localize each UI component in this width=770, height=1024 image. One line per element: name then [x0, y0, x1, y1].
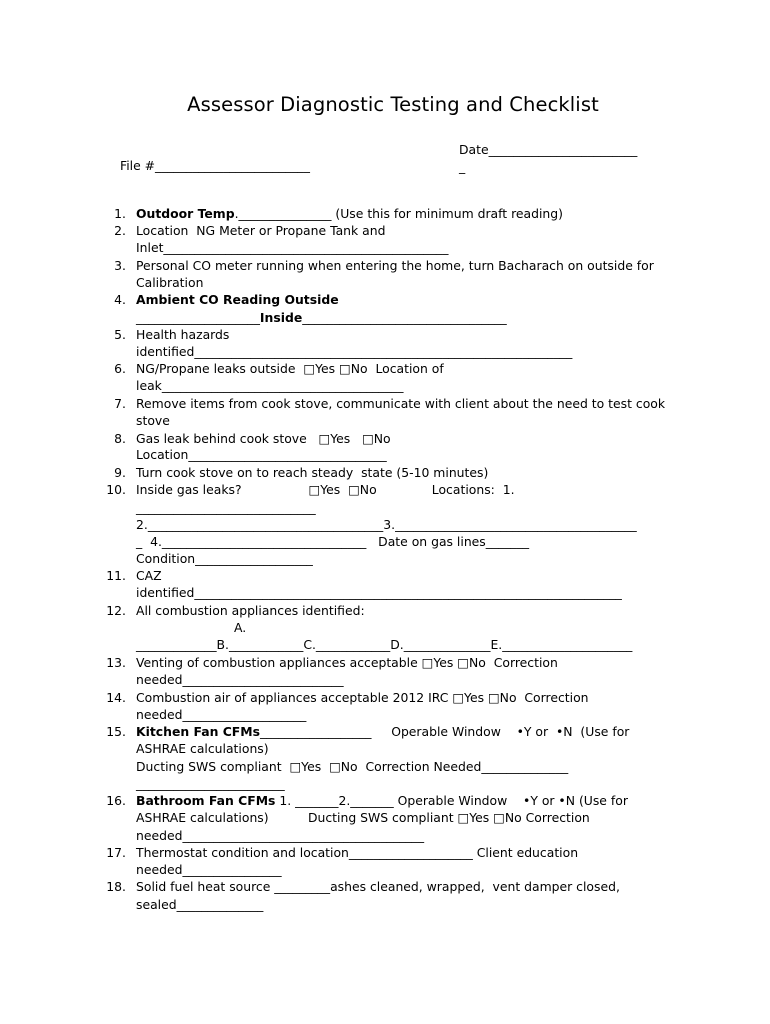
item-8-line1: Gas leak behind cook stove □Yes □No	[136, 431, 391, 446]
item-16-rest: 1. _______2._______ Operable Window •Y or •N (Use for	[275, 793, 628, 808]
item-14-line1: Combustion air of appliances acceptable 2012 IRC □Yes □No Correction	[136, 690, 589, 705]
item-number: 12.	[106, 603, 126, 618]
item-12-line1: All combustion appliances identified:	[136, 603, 365, 618]
item-15-label: Kitchen Fan CFMs	[136, 724, 260, 739]
item-15-line3: Ducting SWS compliant □Yes □No Correction Needed______________	[136, 759, 569, 774]
item-number: 9.	[114, 465, 126, 480]
item-number: 4.	[114, 292, 126, 307]
item-number: 5.	[114, 327, 126, 342]
item-10-line1: Inside gas leaks? □Yes □No Locations: 1.	[136, 482, 515, 497]
item-number: 10.	[106, 482, 126, 497]
item-15-line4: ________________________	[136, 776, 285, 791]
item-10-line3: 2.______________________________________3._______________________________________	[136, 517, 637, 532]
item-number: 2.	[114, 223, 126, 238]
item-15-rest: __________________ Operable Window •Y or •N (Use for	[259, 724, 630, 739]
item-15-line2: ASHRAE calculations)	[136, 741, 269, 756]
item-1-label: Outdoor Temp	[136, 206, 235, 221]
item-1-rest: ._______________ (Use this for minimum draft reading)	[234, 206, 563, 221]
item-15-line1	[136, 723, 629, 740]
item-4-label: Ambient CO Reading Outside	[136, 292, 339, 307]
item-number: 14.	[106, 690, 126, 705]
item-8-line2: Location________________________________	[136, 447, 387, 462]
item-12-line3: _____________B.____________C.____________D.______________E._____________________	[136, 637, 633, 652]
item-18-line1: Solid fuel heat source _________ashes cleaned, wrapped, vent damper closed,	[136, 879, 620, 894]
item-17-line2: needed________________	[136, 862, 282, 877]
item-number: 18.	[106, 879, 126, 894]
outside-blank: ____________________	[136, 310, 260, 325]
item-number: 11.	[106, 568, 126, 583]
item-10-line5: Condition___________________	[136, 551, 313, 566]
inside-label: Inside	[259, 310, 303, 325]
item-2-line2: Inlet______________________________________________	[136, 240, 449, 255]
item-14-line2: needed____________________	[136, 707, 307, 722]
item-18-line2: sealed______________	[136, 897, 264, 912]
item-6-line2: leak_______________________________________	[136, 378, 404, 393]
item-11-line1: CAZ	[136, 568, 162, 583]
file-number-field: File #_________________________	[120, 158, 310, 173]
page-title: Assessor Diagnostic Testing and Checklist	[187, 93, 599, 116]
item-17-line1: Thermostat condition and location____________________ Client education	[136, 845, 579, 860]
item-5-line2: identified_____________________________________________________________	[136, 344, 573, 359]
item-1-text	[136, 205, 563, 222]
item-3-line1: Personal CO meter running when entering the home, turn Bacharach on outside for	[136, 258, 654, 273]
item-number: 16.	[106, 793, 126, 808]
inside-blank: _________________________________	[302, 310, 507, 325]
item-16-line1	[136, 792, 628, 809]
item-7-line1: Remove items from cook stove, communicate with client about the need to test cook	[136, 396, 666, 411]
item-7-line2: stove	[136, 413, 170, 428]
date-field-continuation: _	[459, 159, 466, 174]
item-number: 3.	[114, 258, 126, 273]
item-number: 7.	[114, 396, 126, 411]
item-5-line1: Health hazards	[136, 327, 230, 342]
item-10-line2: _____________________________	[136, 500, 316, 515]
item-number: 17.	[106, 845, 126, 860]
item-6-line1: NG/Propane leaks outside □Yes □No Location of	[136, 361, 444, 376]
item-number: 1.	[114, 206, 126, 221]
item-12-line2: A.	[234, 620, 247, 635]
item-2-line1: Location NG Meter or Propane Tank and	[136, 223, 386, 238]
item-10-line4: _ 4._________________________________ Date on gas lines_______	[136, 534, 530, 549]
item-13-line2: needed__________________________	[136, 672, 344, 687]
item-16-label: Bathroom Fan CFMs	[136, 793, 276, 808]
item-number: 8.	[114, 431, 126, 446]
item-4-line2	[136, 309, 507, 326]
item-number: 15.	[106, 724, 126, 739]
item-13-line1: Venting of combustion appliances acceptable □Yes □No Correction	[136, 655, 558, 670]
item-16-line3: needed_______________________________________	[136, 828, 425, 843]
item-16-line2: ASHRAE calculations) Ducting SWS compliant □Yes □No Correction	[136, 810, 590, 825]
item-number: 6.	[114, 361, 126, 376]
item-3-line2: Calibration	[136, 275, 204, 290]
item-number: 13.	[106, 655, 126, 670]
item-11-line2: identified_____________________________________________________________________	[136, 585, 622, 600]
date-field: Date________________________	[459, 142, 638, 157]
item-9-line1: Turn cook stove on to reach steady state (5-10 minutes)	[136, 465, 489, 480]
